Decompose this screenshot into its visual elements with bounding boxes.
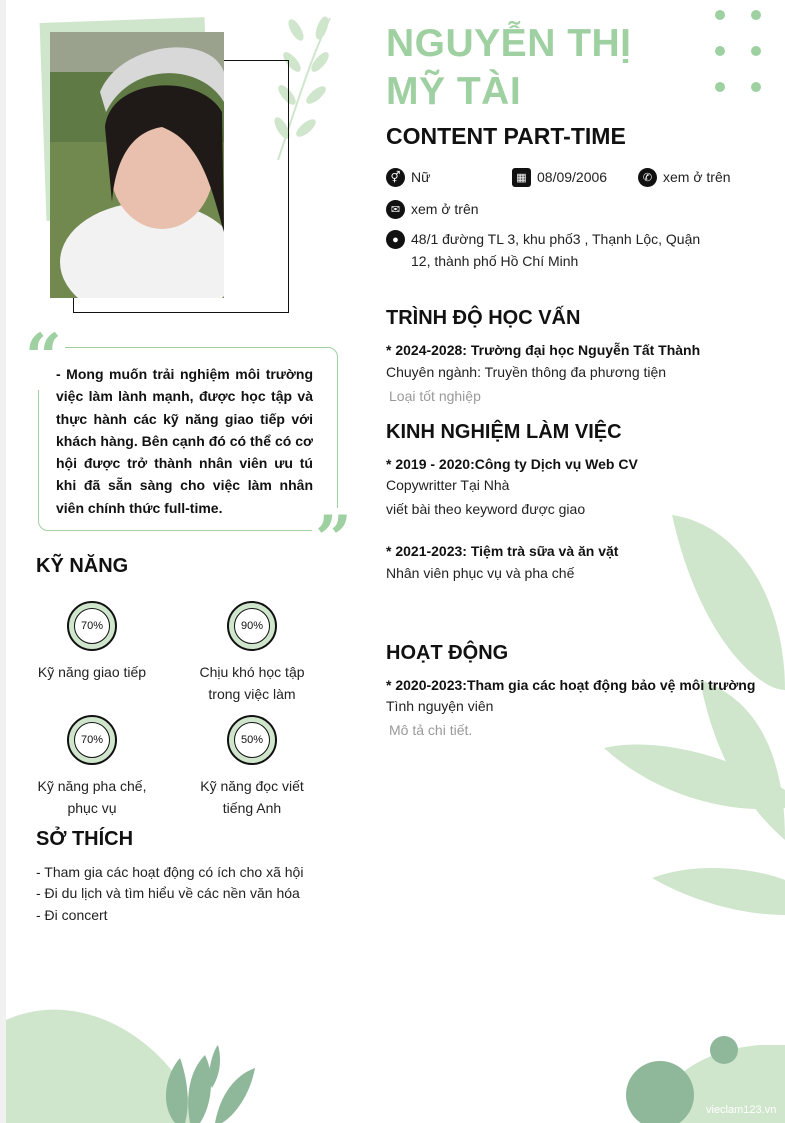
skill-label (17, 661, 167, 683)
phone-icon: ✆ (638, 168, 657, 187)
skill-item (177, 715, 327, 819)
skill-item (177, 601, 327, 705)
birthday-value: 08/09/2006 (537, 169, 608, 185)
experience-role: Copywritter Tại Nhà (386, 477, 510, 493)
skill-label-line: Kỹ năng giao tiếp (37, 664, 147, 680)
gender-value: Nữ (411, 169, 431, 185)
objective-text: - Mong muốn trải nghiệm môi trường việc làm lành mạnh, được học tập và thực hành các kỹ năng giao tiếp với khách hàng. Bên cạnh đó có thể có cơ hội được trở thành nhân viên ưu tú khi đã sẵn sàng cho việc làm nhân viên chính thức full-time. (56, 366, 313, 516)
experience-desc: viết bài theo keyword được giao (386, 501, 586, 517)
skill-item (17, 715, 167, 819)
name-line-1: NGUYỄN THỊ (386, 22, 632, 65)
email-value: xem ở trên (411, 201, 479, 217)
skill-label-line: tiếng Anh (222, 800, 282, 816)
experience-role: Nhân viên phục vụ và pha chế (386, 565, 575, 581)
email-info (386, 202, 479, 220)
hobby-item: - Đi concert (36, 907, 108, 923)
quote-open-icon: “ (22, 326, 65, 390)
gender-info (386, 170, 430, 188)
skill-percent: 90% (234, 608, 270, 644)
activity-role: Tình nguyện viên (386, 698, 494, 714)
location-icon: ● (386, 230, 405, 249)
skill-ring (67, 715, 117, 765)
birthday-info (512, 170, 607, 188)
skill-label-line: phục vụ (67, 800, 117, 816)
skill-label-line: Chịu khó học tập (199, 664, 305, 680)
experience-heading: * 2021-2023: Tiệm trà sữa và ăn vặt (386, 543, 619, 559)
job-title: CONTENT PART-TIME (386, 123, 626, 149)
hobby-item: - Đi du lịch và tìm hiểu về các nền văn hóa (36, 885, 300, 901)
skill-label-line: Kỹ năng pha chế, (37, 778, 147, 794)
name-line-2: MỸ TÀI (386, 70, 522, 113)
skill-label-line: Kỹ năng đọc viết (200, 778, 304, 794)
skill-percent: 50% (234, 722, 270, 758)
experience-heading: * 2019 - 2020:Công ty Dịch vụ Web CV (386, 456, 638, 472)
address-value (411, 228, 700, 272)
skill-label (17, 775, 167, 819)
skill-percent: 70% (74, 608, 110, 644)
quote-close-icon: ” (312, 508, 355, 572)
skill-ring (67, 601, 117, 651)
skill-label (177, 661, 327, 705)
skill-ring (227, 715, 277, 765)
activities-title: HOẠT ĐỘNG (386, 642, 509, 664)
gender-icon: ⚥ (386, 168, 405, 187)
calendar-icon: ▦ (512, 168, 531, 187)
education-title: TRÌNH ĐỘ HỌC VẤN (386, 307, 581, 329)
skill-ring (227, 601, 277, 651)
experience-title: KINH NGHIỆM LÀM VIỆC (386, 421, 622, 443)
profile-photo (50, 32, 224, 298)
skill-item (17, 601, 167, 683)
skill-label (177, 775, 327, 819)
hobby-item: - Tham gia các hoạt động có ích cho xã hội (36, 864, 304, 880)
education-grade: Loại tốt nghiệp (389, 388, 481, 404)
education-heading: * 2024-2028: Trường đại học Nguyễn Tất Thành (386, 342, 701, 358)
email-icon: ✉ (386, 200, 405, 219)
skills-title: KỸ NĂNG (36, 555, 129, 577)
activity-desc: Mô tả chi tiết. (389, 722, 473, 738)
address-info (386, 232, 700, 272)
address-line-1: 48/1 đường TL 3, khu phố3 , Thạnh Lộc, Quận (411, 231, 701, 247)
skill-percent: 70% (74, 722, 110, 758)
candidate-name (386, 20, 632, 116)
address-line-2: 12, thành phố Hồ Chí Minh (411, 253, 579, 269)
education-major: Chuyên ngành: Truyền thông đa phương tiện (386, 364, 667, 380)
watermark: vieclam123.vn (706, 1104, 777, 1116)
phone-value: xem ở trên (663, 169, 731, 185)
phone-info (638, 170, 731, 188)
hobbies-title: SỞ THÍCH (36, 828, 134, 850)
activity-heading: * 2020-2023:Tham gia các hoạt động bảo vệ môi trường (386, 677, 756, 693)
skill-label-line: trong việc làm (208, 686, 296, 702)
